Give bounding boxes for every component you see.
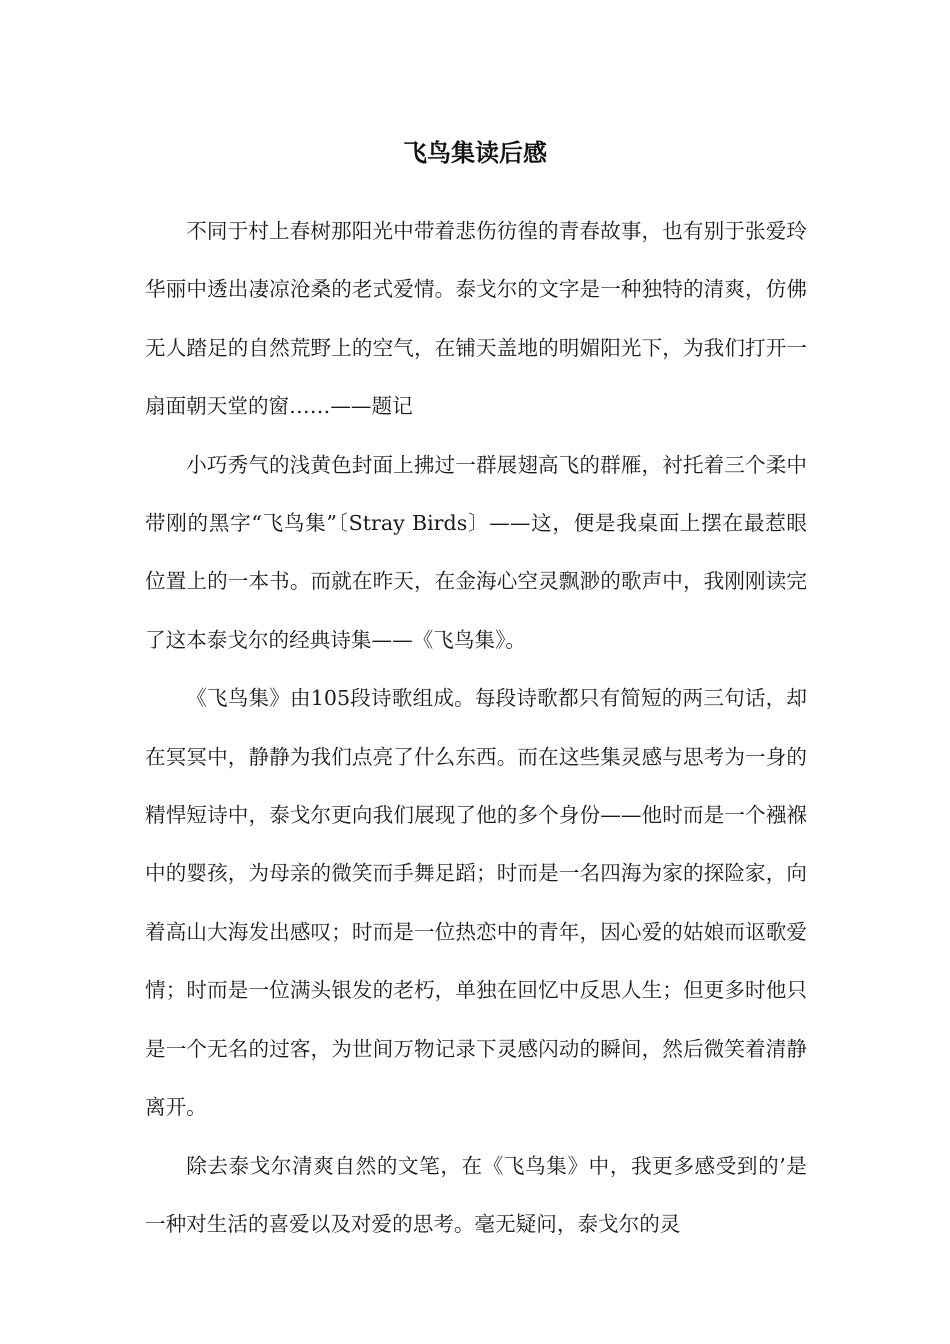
paragraph-reflection: 除去泰戈尔清爽自然的文笔，在《飞鸟集》中，我更多感受到的’是一种对生活的喜爱以及对爱的思考。毫无疑问，泰戈尔的灵 — [145, 1153, 807, 1236]
document-body — [145, 202, 807, 1253]
paragraph-preface: 不同于村上春树那阳光中带着悲伤彷徨的青春故事，也有别于张爱玲华丽中透出凄凉沧桑的老式爱情。泰戈尔的文字是一种独特的清爽，仿佛无人踏足的自然荒野上的空气，在铺天盖地的明媚阳光下，为我们打开一扇面朝天堂的窗……——题记 — [145, 219, 807, 419]
paragraph-structure: 《飞鸟集》由105段诗歌组成。每段诗歌都只有简短的两三句话，却在冥冥中，静静为我们点亮了什么东西。而在这些集灵感与思考为一身的精悍短诗中，泰戈尔更向我们展现了他的多个身份——他时而是一个襁褓中的婴孩，为母亲的微笑而手舞足蹈；时而是一名四海为家的探险家，向着高山大海发出感叹；时而是一位热恋中的青年，因心爱的姑娘而讴歌爱情；时而是一位满头银发的老朽，单独在回忆中反思人生；但更多时他只是一个无名的过客，为世间万物记录下灵感闪动的瞬间，然后微笑着清静离开。 — [145, 686, 807, 1120]
paragraph-cover: 小巧秀气的浅黄色封面上拂过一群展翅高飞的群雁，衬托着三个柔中带刚的黑字“飞鸟集”〔Stray Birds〕——这，便是我桌面上摆在最惹眼位置上的一本书。而就在昨天，在金海心空灵飘渺的歌声中，我刚刚读完了这本泰戈尔的经典诗集——《飞鸟集》。 — [145, 452, 807, 652]
document-title: 飞鸟集读后感 — [403, 138, 547, 167]
